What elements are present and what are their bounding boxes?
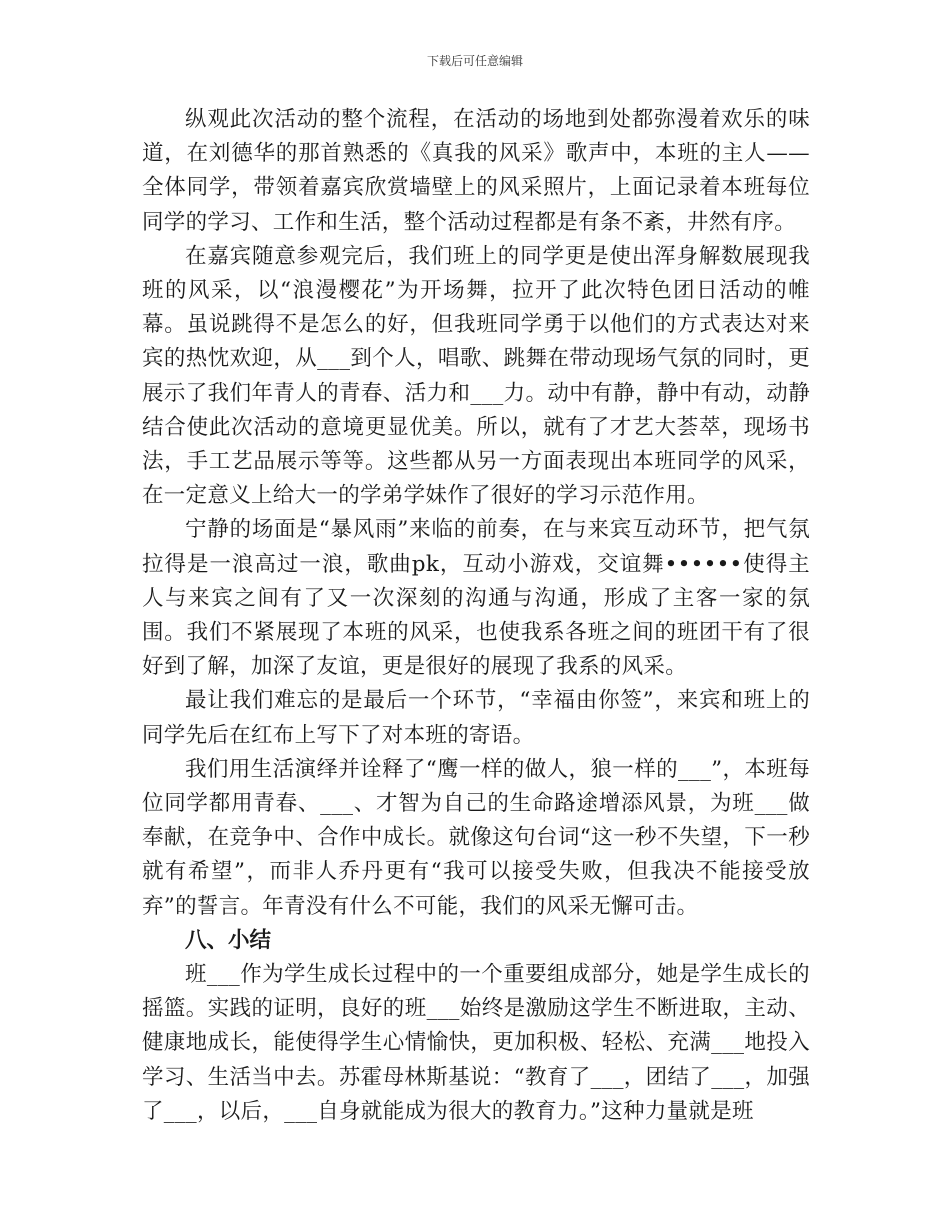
paragraph-summary: 班___作为学生成长过程中的一个重要组成部分，她是学生成长的摇篮。实践的证明，良好的班___始终是激励这学生不断进取，主动、健康地成长，能使得学生心情愉快，更加积极、轻松、充满___地投入学习、生活当中去。苏霍母林斯基说：“教育了___，团结了___，加强了___，以后，___自身就能成为很大的教育力。”这种力量就是班 xyxy=(142,962,810,1124)
paragraph-activity-flow: 纵观此次活动的整个流程，在活动的场地到处都弥漫着欢乐的味道，在刘德华的那首熟悉的《真我的风采》歌声中，本班的主人——全体同学，带领着嘉宾欣赏墙壁上的风采照片，上面记录着本班每位同学的学习、工作和生活，整个活动过程都是有条不紊，井然有序。 xyxy=(142,107,810,235)
paragraph-reflection: 我们用生活演绎并诠释了“鹰一样的做人，狼一样的___”，本班每位同学都用青春、___、才智为自己的生命路途增添风景，为班___做奉献，在竞争中、合作中成长。就像这句台词“这一秒不失望，下一秒就有希望”，而非人乔丹更有“我可以接受失败，但我决不能接受放弃”的誓言。年青没有什么不可能，我们的风采无懈可击。 xyxy=(142,756,810,919)
paragraph-class-style: 在嘉宾随意参观完后，我们班上的同学更是使出浑身解数展现我班的风采，以“浪漫樱花”为开场舞，拉开了此次特色团日活动的帷幕。虽说跳得不是怎么的好，但我班同学勇于以他们的方式表达对来宾的热忱欢迎，从___到个人，唱歌、跳舞在带动现场气氛的同时，更展示了我们年青人的青春、活力和___力。动中有静，静中有动，动静结合使此次活动的意境更显优美。所以，就有了才艺大荟萃，现场书法，手工艺品展示等等。这些都从另一方面表现出本班同学的风采，在一定意义上给大一的学弟学妹作了很好的学习示范作用。 xyxy=(142,243,810,509)
paragraph-interaction: 宁静的场面是“暴风雨”来临的前奏，在与来宾互动环节，把气氛拉得是一浪高过一浪，歌曲pk，互动小游戏，交谊舞••••••使得主人与来宾之间有了又一次深刻的沟通与沟通，形成了主客一家的氛围。我们不紧展现了本班的风采，也使我系各班之间的班团干有了很好到了解，加深了友谊，更是很好的展现了我系的风采。 xyxy=(142,517,810,680)
section-heading-summary: 八、小结 xyxy=(185,927,272,953)
document-body xyxy=(142,103,810,1129)
paragraph-final-segment: 最让我们难忘的是最后一个环节，“幸福由你签”，来宾和班上的同学先后在红布上写下了对本班的寄语。 xyxy=(142,688,810,748)
page-header: 下载后可任意编辑 xyxy=(426,54,523,68)
